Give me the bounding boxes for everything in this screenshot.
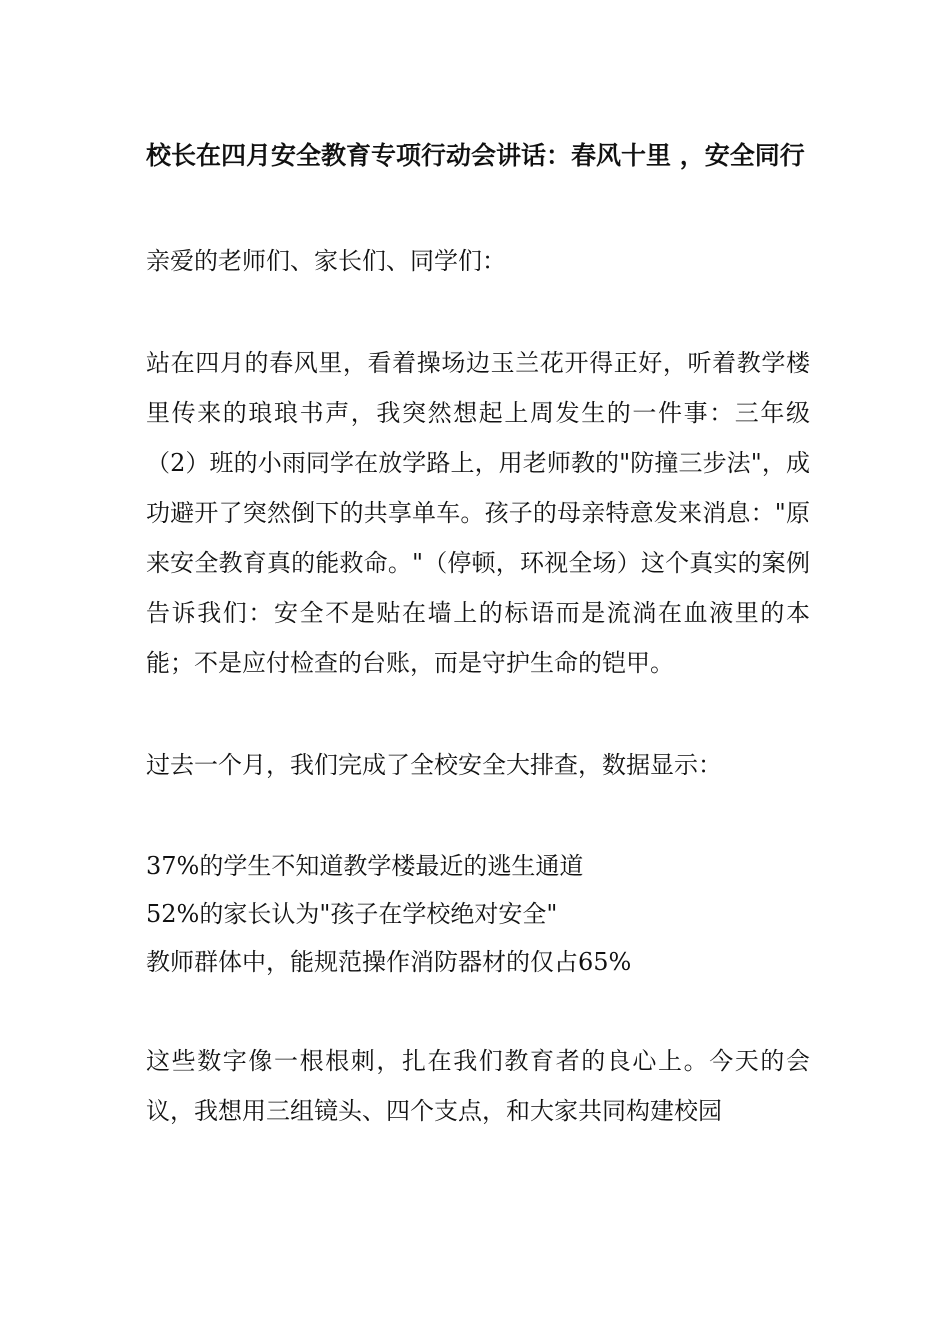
greeting-paragraph: 亲爱的老师们、家长们、同学们： [146,247,506,275]
conclusion-paragraph: 这些数字像一根根刺，扎在我们教育者的良心上。今天的会议，我想用三组镜头、四个支点，和大家共同构建校园 [146,1047,810,1125]
document-body [146,132,810,1188]
survey-intro-paragraph: 过去一个月，我们完成了全校安全大排查，数据显示： [146,751,722,779]
stat-item-teachers: 教师群体中，能规范操作消防器材的仅占65% [146,948,632,976]
document-title: 校长在四月安全教育专项行动会讲话：春风十里 ，安全同行 [146,141,805,170]
survey-stats-list [146,842,810,986]
stat-item-parents: 52%的家长认为"孩子在学校绝对安全" [146,900,558,928]
story-paragraph: 站在四月的春风里，看着操场边玉兰花开得正好，听着教学楼里传来的琅琅书声，我突然想起上周发生的一件事：三年级（2）班的小雨同学在放学路上，用老师教的"防撞三步法"，成功避开了突然倒下的共享单车。孩子的母亲特意发来消息："原来安全教育真的能救命。"（停顿，环视全场）这个真实的案例告诉我们：安全不是贴在墙上的标语而是流淌在血液里的本能；不是应付检查的台账，而是守护生命的铠甲。 [146,349,810,677]
stat-item-students: 37%的学生不知道教学楼最近的逃生通道 [146,852,584,880]
